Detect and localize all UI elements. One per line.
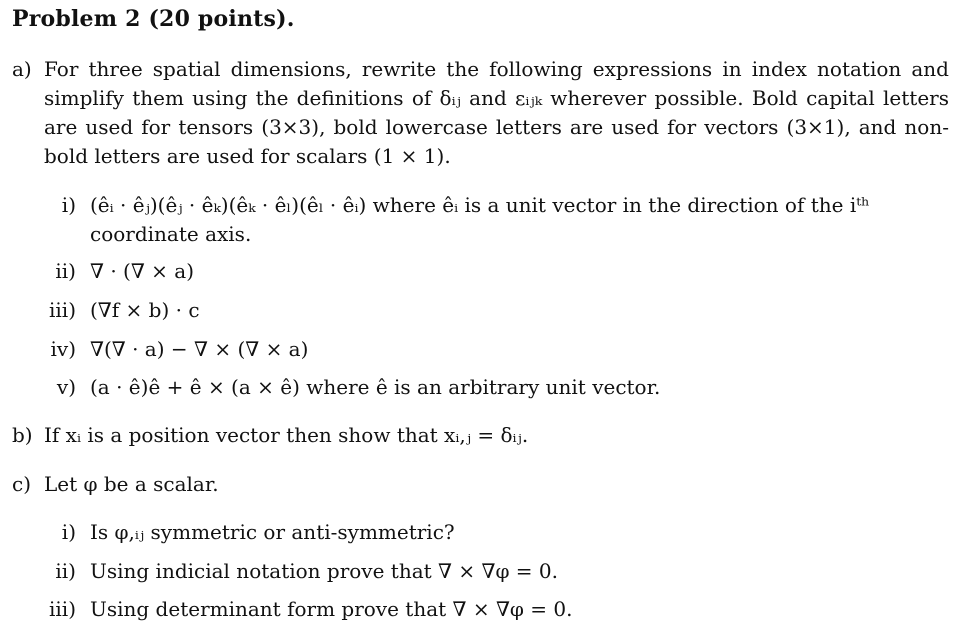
part-a-item-v-label: v) (56, 375, 76, 399)
part-b-text: If xᵢ is a position vector then show that xᵢ,ⱼ = δᵢⱼ. (44, 423, 529, 447)
part-c-item-ii-label: ii) (55, 559, 76, 583)
part-a-item-i-label: i) (61, 193, 76, 217)
part-c-label: c) (12, 472, 32, 496)
part-a-item-ii-text: ∇ · (∇ × a) (90, 259, 195, 283)
part-c-item-iii-label: iii) (49, 597, 76, 621)
part-a-item-v-text: (a · ê)ê + ê × (a × ê) where ê is an arbitrary unit vector. (90, 375, 661, 399)
part-a-item-i-text: (êᵢ · êⱼ)(êⱼ · êₖ)(êₖ · êₗ)(êₗ · êᵢ) where êᵢ is a unit vector in the direction of the iᵗʰ coordinate axis. (90, 193, 870, 246)
part-c-text: Let φ be a scalar. (44, 472, 219, 496)
part-a-item-iii-text: (∇f × b) · c (90, 298, 200, 322)
part-b-label: b) (12, 423, 33, 447)
part-c-item-ii-text: Using indicial notation prove that ∇ × ∇φ = 0. (90, 559, 558, 583)
part-a-item-iv-label: iv) (50, 337, 76, 361)
part-a-item-iii-label: iii) (49, 298, 76, 322)
problem-title: Problem 2 (20 points). (12, 6, 295, 32)
part-c-item-i-label: i) (61, 520, 76, 544)
part-a-label: a) (12, 57, 32, 81)
part-a-item-ii-label: ii) (55, 259, 76, 283)
part-a-text: For three spatial dimensions, rewrite the following expressions in index notation and simplify them using the definitions of δᵢⱼ and εᵢⱼₖ wherever possible. Bold capital letters are used for tensors (3×3), bold lowercase letters are used for vectors (3×1), and non-bold letters are used for scalars (1 × 1). (44, 57, 949, 168)
part-c-item-iii-text: Using determinant form prove that ∇ × ∇φ = 0. (90, 597, 573, 621)
part-c-item-i-text: Is φ,ᵢⱼ symmetric or anti-symmetric? (90, 520, 455, 544)
part-a-item-iv-text: ∇(∇ · a) − ∇ × (∇ × a) (90, 337, 309, 361)
